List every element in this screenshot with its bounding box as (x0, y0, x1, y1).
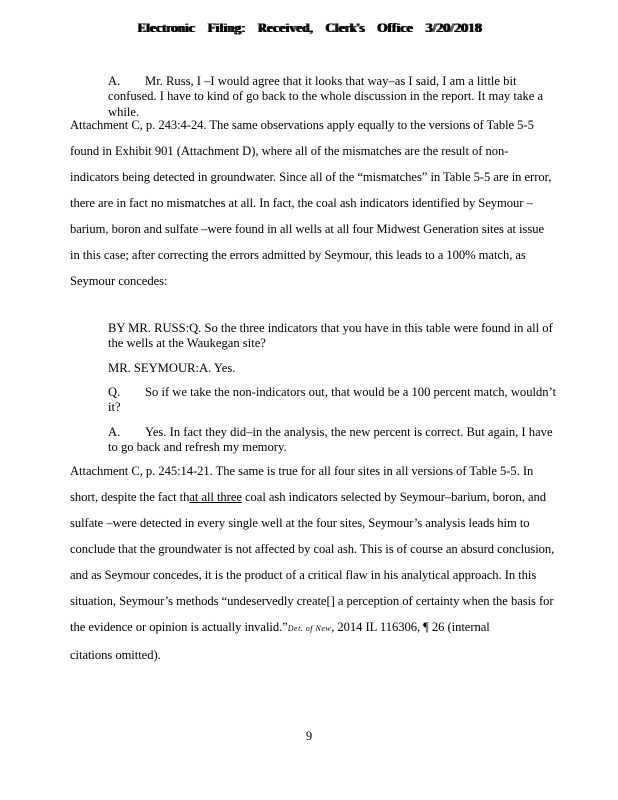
block-quote-question-2 (108, 385, 556, 416)
text-line: barium, boron and sulfate –were found in all wells at all four Midwest Generation sites at issue (70, 222, 544, 236)
underlined-text: at all three (189, 490, 242, 504)
text-line: and as Seymour concedes, it is the product of a critical flaw in his analytical approach. In this (70, 568, 537, 582)
question-label: Q. (108, 385, 121, 399)
text-line: to go back and refresh my memory. (108, 440, 287, 455)
text-line: citations omitted). (70, 648, 161, 662)
text-line: MR. SEYMOUR:A. Yes. (108, 361, 236, 375)
text-line (108, 385, 556, 400)
text-segment: coal ash indicators selected by Seymour–barium, boron, and (241, 490, 547, 504)
block-quote-question-1 (108, 321, 553, 352)
text-line: found in Exhibit 901 (Attachment D), where all of the mismatches are the result of non- (70, 144, 509, 158)
case-citation: Det. of New (287, 624, 332, 633)
text-line: there are in fact no mismatches at all. In fact, the coal ash indicators identified by Seymour – (70, 196, 533, 210)
text-line: Seymour concedes: (70, 274, 168, 288)
paragraph-2 (70, 458, 554, 668)
page-number: 9 (305, 729, 313, 743)
block-quote-answer-3 (108, 425, 553, 456)
text-line: the wells at the Waukegan site? (108, 336, 266, 351)
text-line: it? (108, 400, 121, 415)
text-line: confused. I have to kind of go back to the whole discussion in the report. It may take a (108, 89, 544, 104)
text-segment: short, despite the fact th (70, 490, 190, 504)
text-line: BY MR. RUSS:Q. So the three indicators that you have in this table were found in all of (108, 321, 553, 335)
text-segment: , 2014 IL 116306, ¶ 26 (internal (331, 620, 490, 634)
text-line (108, 425, 553, 440)
text-line: situation, Seymour’s methods “undeservedly create[] a perception of certainty when the basis for (70, 594, 554, 608)
text-line: conclude that the groundwater is not affected by coal ash. This is of course an absurd conclusion, (70, 542, 555, 556)
text-segment: Yes. In fact they did–in the analysis, the new percent is correct. But again, I have (145, 425, 553, 439)
text-line: while. (108, 104, 140, 119)
block-quote-answer-2 (108, 361, 235, 376)
answer-label: A. (108, 74, 121, 88)
text-segment: Mr. Russ, I –I would agree that it looks that way–as I said, I am a little bit (145, 74, 517, 88)
text-line: sulfate –were detected in every single well at the four sites, Seymour’s analysis leads him to (70, 516, 530, 530)
text-line: Attachment C, p. 245:14-21. The same is true for all four sites in all versions of Table 5-5. In (70, 464, 534, 478)
paragraph-1 (70, 112, 551, 294)
text-segment: So if we take the non-indicators out, that would be a 100 percent match, wouldn’t (145, 385, 557, 399)
text-line: in this case; after correcting the errors admitted by Seymour, this leads to a 100% match, as (70, 248, 526, 262)
text-segment: the evidence or opinion is actually invalid.” (70, 620, 288, 634)
text-line (108, 74, 543, 89)
text-line (70, 614, 554, 642)
text-line: Attachment C, p. 243:4-24. The same observations apply equally to the versions of Table 5-5 (70, 118, 534, 132)
text-line (70, 484, 554, 510)
efiling-stamp: Electronic Filing: Received, Clerk's Office 3/20/2018 (136, 20, 482, 35)
text-line: indicators being detected in groundwater. Since all of the “mismatches” in Table 5-5 are in error, (70, 170, 552, 184)
answer-label: A. (108, 425, 121, 439)
